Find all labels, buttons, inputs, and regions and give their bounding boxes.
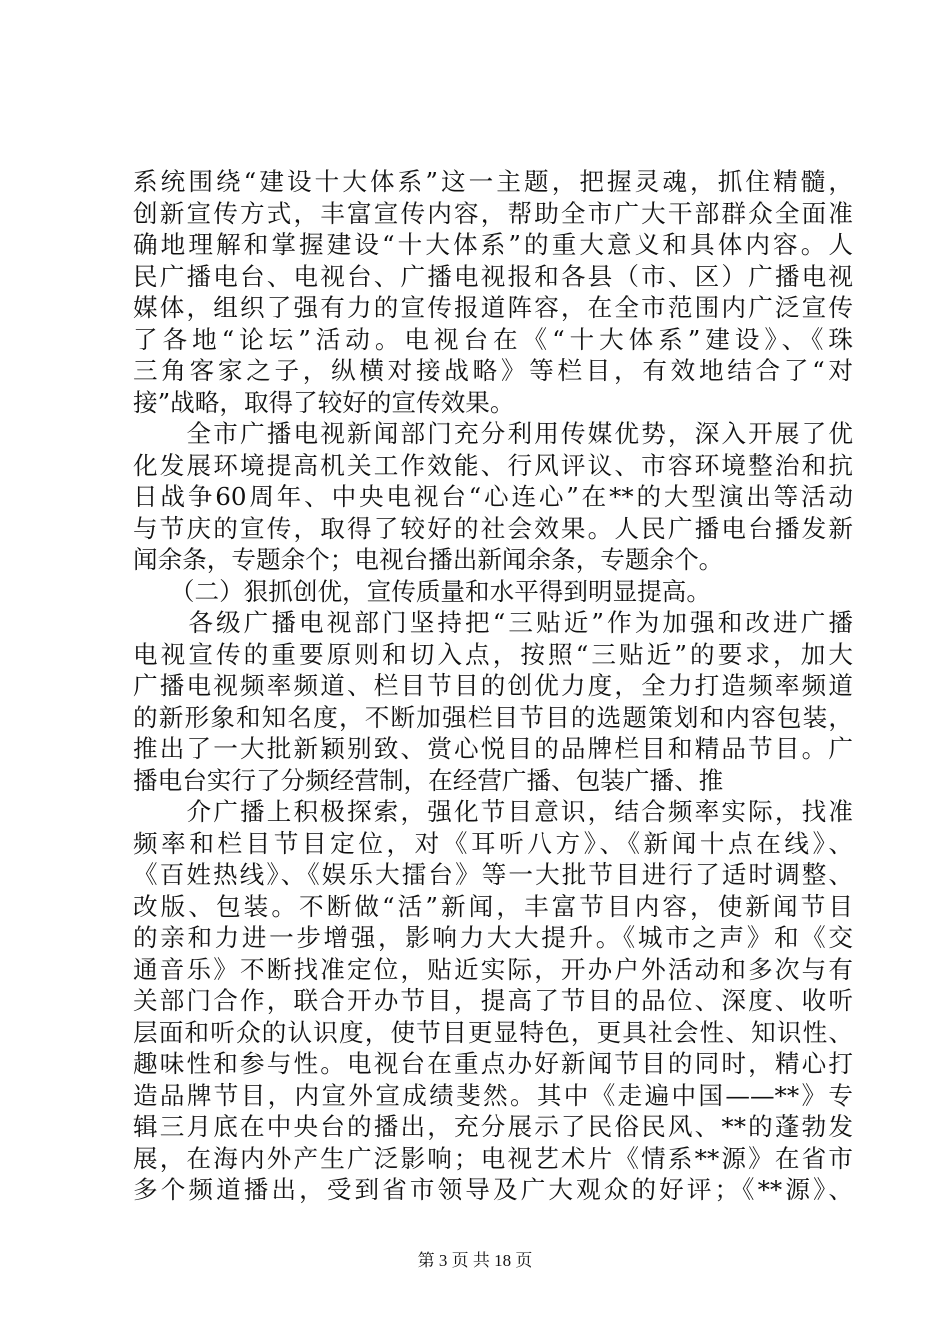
text-line: 推出了一大批新颖别致、赏心悦目的品牌栏目和精品节目。广 <box>133 734 853 763</box>
text-line: 全市广播电视新闻部门充分利用传媒优势，深入开展了优 <box>133 419 853 448</box>
text-line: 展，在海内外产生广泛影响；电视艺术片《情系**源》在省市 <box>133 1143 853 1173</box>
text-line: 广播电视频率频道、栏目节目的创优力度，全力打造频率频道 <box>133 671 853 700</box>
text-line: 通音乐》不断找准定位，贴近实际，开办户外活动和多次与有 <box>133 954 853 984</box>
text-line: 接”战略，取得了较好的宣传效果。 <box>133 387 515 417</box>
text-line: 闻余条，专题余个；电视台播出新闻余条，专题余个。 <box>133 545 724 574</box>
body-text <box>133 166 853 1206</box>
text-line: 造品牌节目，内宣外宣成绩斐然。其中《走遍中国——**》专 <box>133 1080 853 1110</box>
text-line: 系统围绕“建设十大体系”这一主题，把握灵魂，抓住精髓， <box>133 167 853 196</box>
text-line: 媒体，组织了强有力的宣传报道阵容，在全市范围内广泛宣传 <box>133 293 853 322</box>
text-line: 确地理解和掌握建设“十大体系”的重大意义和具体内容。人 <box>133 230 853 259</box>
text-line: 与节庆的宣传，取得了较好的社会效果。人民广播电台播发新 <box>133 513 853 543</box>
text-line: 的亲和力进一步增强，影响力大大提升。《城市之声》和《交 <box>133 923 853 952</box>
text-line: 三角客家之子，纵横对接战略》等栏目，有效地结合了“对 <box>133 356 853 385</box>
text-line: 电视宣传的重要原则和切入点，按照“三贴近”的要求，加大 <box>133 639 853 669</box>
text-line: （二）狠抓创优，宣传质量和水平得到明显提高。 <box>133 576 711 606</box>
page-footer: 第 3 页 共 18 页 <box>417 1251 533 1270</box>
text-line: 创新宣传方式，丰富宣传内容，帮助全市广大干部群众全面准 <box>133 198 853 228</box>
text-line: 各级广播电视部门坚持把“三贴近”作为加强和改进广播 <box>133 608 853 637</box>
text-line: 播电台实行了分频经营制，在经营广播、包装广播、推 <box>133 765 724 795</box>
text-line: 日战争60周年、中央电视台“心连心”在**的大型演出等活动 <box>133 482 853 511</box>
text-line: 频率和栏目节目定位，对《耳听八方》、《新闻十点在线》、 <box>133 828 853 858</box>
text-line: 民广播电台、电视台、广播电视报和各县（市、区）广播电视 <box>133 261 853 291</box>
text-line: 辑三月底在中央台的播出，充分展示了民俗民风、**的蓬勃发 <box>133 1112 853 1141</box>
text-line: 的新形象和知名度，不断加强栏目节目的选题策划和内容包装， <box>133 702 853 732</box>
text-line: 多个频道播出，受到省市领导及广大观众的好评；《**源》、 <box>133 1175 853 1204</box>
text-line: 层面和听众的认识度，使节目更显特色，更具社会性、知识性、 <box>133 1017 853 1047</box>
text-line: 关部门合作，联合开办节目，提高了节目的品位、深度、收听 <box>133 986 853 1015</box>
text-line: 《百姓热线》、《娱乐大擂台》等一大批节目进行了适时调整、 <box>133 860 853 889</box>
text-line: 改版、包装。不断做“活”新闻，丰富节目内容，使新闻节目 <box>133 891 853 921</box>
text-line: 趣味性和参与性。电视台在重点办好新闻节目的同时，精心打 <box>133 1049 853 1078</box>
text-line: 化发展环境提高机关工作效能、行风评议、市容环境整治和抗 <box>133 450 853 480</box>
text-line: 了各地“论坛”活动。电视台在《“十大体系”建设》、《珠 <box>133 324 853 354</box>
text-line: 介广播上积极探索，强化节目意识，结合频率实际，找准 <box>133 797 853 826</box>
